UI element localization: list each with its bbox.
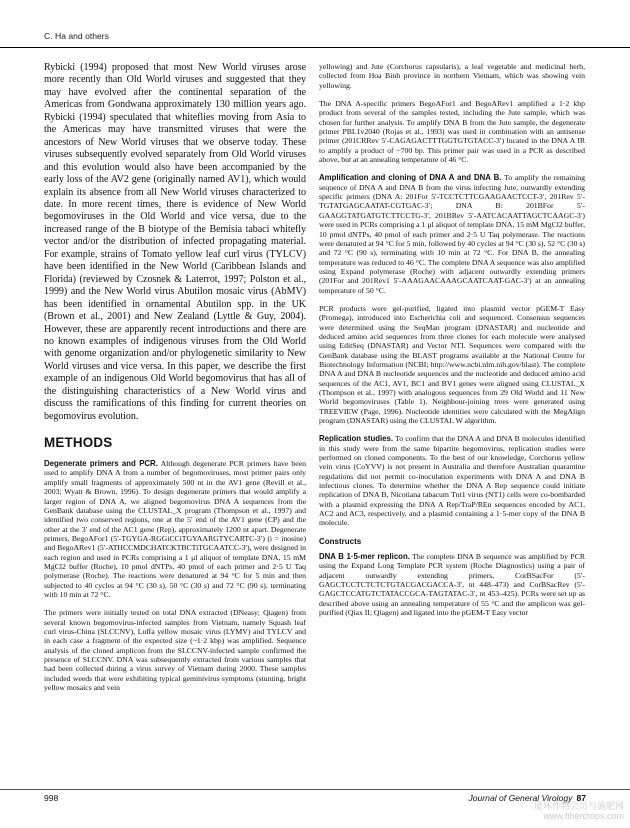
constructs-heading: Constructs [319, 536, 362, 546]
primers-tested-paragraph: The primers were initially tested on total DNA extracted (DNeasy; Qiagen) from several known begomovirus-infected samples from Vietnam, namely Squash leaf curl virus-China (SLCCNV), Luffa yellow mosaic virus (LYMV) and TYLCV and in each case a fragment of the expected size (~1·2 kbp) was amplified. Sequence analysis of the cloned amplicon from the SLCCNV-infected sample confirmed the presence of SLCCNV. DNA was subsequently extracted from various samples that had been collected during a virus survey of Vietnam during 2000. These samples included weeds that were exhibiting typical geminivirus symptoms (stunting, bright yellow mosaics and vein [44, 608, 306, 693]
continuation-paragraph: yellowing) and Jute (Corchorus capsularis), a leaf vegetable and medicinal herb, collected from Hoa Binh province in northern Vietnam, which was showing vein yellowing. [319, 62, 585, 90]
footer-rule [0, 789, 630, 790]
journal-name: Journal of General Virology [468, 793, 573, 803]
amplification-heading: Amplification and cloning of DNA A and DNA B. [319, 173, 502, 183]
replication-heading: Replication studies. [319, 434, 393, 444]
watermark [534, 801, 624, 821]
dna-a-primers-paragraph: The DNA A-specific primers BegoAFor1 and BegoARev1 amplified a 1·2 kbp product from several of the samples tested, including the Jute sample, which was chosen for further analysis. To amplify DNA B from the Jute sample, the degenerate primer PBL1v2040 (Rojas et al., 1993) was used in combination with an antisense primer (201CRRev 5′-CAGAGACTTTGGTGTGTACC-3′) located in the DNA A IR to amplify a product of ~700 bp. This primer pair was used in a PCR as described above, but at an annealing temperature of 46 °C. [319, 99, 585, 165]
dna-b-replicon-heading: DNA B 1·5-mer replicon. [319, 551, 410, 561]
amplification-text: To amplify the remaining sequence of DNA A and DNA B from the virus infecting Jute, outwardly extending specific primers (DNA A: 201For 5′-TCCTCTTCGAAGAACTCCT-3′, 201Rev 5′-TGTATGAGCAATAT-CGTGAC-3′; DNA B: 201BFor 5′-GAAGGTATGATGTCTTCCTG-3′, 201BRev 5′-AATCACAATTAGCTCAAGC-3′) were used in PCRs comprising a 1 μl aliquot of template DNA, 15 mM MgCl2 buffer, 10 pmol dNTPs, 40 pmol of each primer and 2·5 U Taq polymerase. The reactions were denatured at 94 °C for 5 min, followed by 40 cycles at 94 °C (30 s), 52 °C (30 s) and 72 °C (90 s), terminating with 10 min at 72 °C. For DNA B, the annealing temperature was reduced to 46 °C. The complete DNA A sequence was also amplified using Expand polymerase (Roche) with adjacent outwardly extending primers (201For and 201Rev1 5′-AAAGAACAAAGCAATCAAT-GAC-3′) at an annealing temperature of 50 °C. [319, 173, 585, 295]
page-number: 998 [44, 793, 59, 803]
left-column [44, 62, 306, 692]
watermark-line1: 厦环作物会员与施肥网 [533, 801, 624, 811]
header-rule [0, 47, 630, 48]
journal-volume: 87 [576, 793, 586, 803]
replication-text: To confirm that the DNA A and DNA B molecules identified in this study were from the same bipartite begomovirus, replication studies were performed on cloned components. To the best of our knowledge, Corchorus yellow vein virus (CoYVV) is not present in Australia and therefore Australian quarantine regulations did not permit co-inoculation experiments with DNA A and DNA B infectious clones. To determine whether the DNA A Rep sequence could initiate replication of DNA B, Nicotiana tabacum Tnt1 virus (NT1) cells were co-bombarded with a plasmid expressing the DNA A Rep/TraP/REn sequences encoded by AC1, AC2 and AC3, respectively, and a plasmid containing a 1·5-mer copy of the DNA B molecule. [319, 434, 586, 528]
degenerate-primers-text: Although degenerate PCR primers have been used to amplify DNA A from a number of begomoviruses, most primer pairs only amplify small fragments of approximately 500 nt in the AV1 gene (Revill et al., 2003; Wyatt & Brown, 1996). To design degenerate primers that would amplify a larger region of DNA A, we aligned begomovirus DNA A sequences from the GenBank database using the CLUSTAL_X program (Thompson et al., 1997) and identified two conserved regions, one at the 5′ end of the AV1 gene (CP) and the other at the 3′ end of the AC1 gene (Rep), approximately 1200 nt apart. Degenerate primers, BegoAFor1 (5′-TGYGA-RGGiCCiTGYAARGTYCARTC-3′) (i = inosine) and BegoARev1 (5′-ATHCCMDCHATCKTBCTiTGCAATCC-3′), were designed in each region and used in PCRs comprising a 1 μl aliquot of template DNA, 15 mM MgCl2 buffer (Roche), 10 pmol dNTPs, 40 pmol of each primer and 2·5 U Taq polymerase (Roche). The reactions were denatured at 94 °C for 5 min and then subjected to 40 cycles at 94 °C (30 s), 50 °C (30 s) and 72 °C (90 s), terminating with 10 min at 72 °C. [44, 459, 306, 599]
right-column [319, 62, 585, 617]
methods-section-title: METHODS [44, 435, 113, 451]
running-header-author: C. Ha and others [44, 31, 109, 41]
dna-b-replicon-paragraph [319, 552, 585, 617]
degenerate-primers-heading: Degenerate primers and PCR. [44, 459, 158, 469]
dna-b-replicon-text: The complete DNA B sequence was amplified by PCR using the Expand Long Template PCR system (Roche Diagnostics) using a pair of adjacent outwardly extending primers, CorBSacFor (5′-GAGCTCCTCTCTCTGTACGACGACCA-3′, nt 448–473) and CorBSacRev (5′-GAGCTCCATGTCTATACCGCA-TAGTATAC-3′, nt 453–425). PCRs were set up as described above using an annealing temperature of 55 °C and the amplicon was gel-purified (Qiax II; Qiagen) and ligated into the pGEM-T Easy vector [319, 551, 585, 617]
pcr-products-paragraph: PCR products were gel-purified, ligated into plasmid vector pGEM-T Easy (Promega), introduced into Escherichia coli and sequenced. Consensus sequences were determined using the SeqMan program (DNASTAR) and nucleotide and deduced amino acid sequences from three clones for each molecule were analysed using EditSeq (DNASTAR) and Vector NTI. Sequences were compared with the GenBank database using the BLAST programs available at the National Centre for Biotechnology Information (NCBI; http://www.ncbi.nlm.nih.gov/blast). The complete DNA A and DNA B nucleotide sequences and the nucleotide and deduced amino acid sequences of the AC1, AV1, BC1 and BV1 genes were aligned using CLUSTAL_X (Thompson et al., 1997) with analogous sequences from 29 Old World and 11 New World begomoviruses (Table 1). Neighbour-joining trees were generated using TREEVIEW (Page, 1996). Nucleotide identities were calculated with the MegAlign program (DNASTAR) using the CLUSTAL W algorithm. [319, 303, 585, 426]
replication-paragraph [319, 434, 585, 527]
amplification-paragraph [319, 173, 585, 294]
intro-paragraph: Rybicki (1994) proposed that most New World viruses arose more recently than Old World viruses and suggested that they may have evolved after the continental separation of the Americas from Gondwana approximately 130 million years ago. Rybicki (1994) speculated that whiteflies moving from Asia to the Americas may have transmitted viruses that were the ancestors of New World viruses that we observe today. These viruses subsequently evolved separately from Old World viruses and this evolution would also have been accompanied by the early loss of the AV2 gene (originally named AV1), which would explain its absence from all New World viruses characterized to date. In more recent times, there is evidence of New World begomoviruses in the Old World and vice versa, due to the increased range of the B biotype of the Bemisia tabaci whitefly vector and/or the distribution of infected propagating material. For example, strains of Tomato yellow leaf curl virus (TYLCV) have been identified in the New World (Caribbean Islands and Florida) (reviewed by Czosnek & Laterrot, 1997; Polston et al., 1999) and the New World virus Abutilon mosaic virus (AbMV) has been identified in ornamental Abutilon spp. in the UK (Brown et al., 2001) and New Zealand (Lyttle & Guy, 2004). However, these are apparently recent introductions and there are no known examples of indigenous viruses from the Old World with genome organization and/or phylogenetic similarity to New World viruses and vice versa. In this paper, we describe the first example of an indigenous Old World begomovirus that has all of the distinguishing characteristics of a New World virus and discuss the ramifications of this finding for current theories on begomovirus evolution. [44, 62, 306, 422]
degenerate-primers-paragraph [44, 459, 306, 599]
watermark-line2: www.fibercrops.com [543, 811, 624, 821]
